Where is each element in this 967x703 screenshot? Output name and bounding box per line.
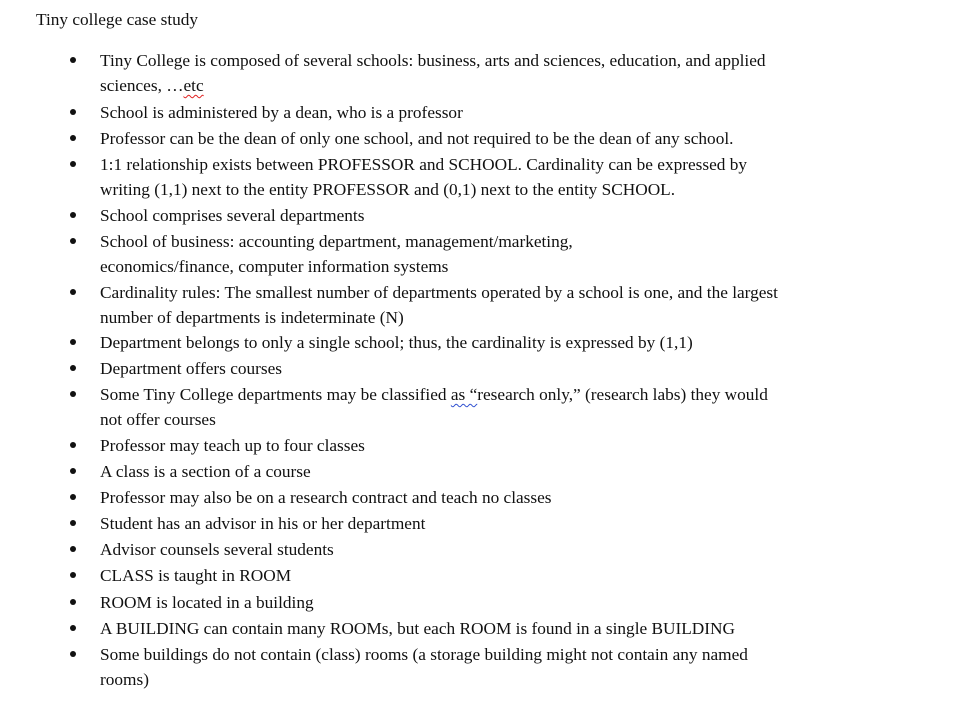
bullet-text [100,511,900,536]
bullet-text [100,433,900,458]
bullet-text-segment: School is administered by a dean, who is a professor [100,103,463,122]
bullet-text-segment: Professor may also be on a research contract and teach no classes [100,488,552,507]
bullet-text [100,537,900,562]
bullet-dot-icon [70,161,76,167]
bullet-dot-icon [70,57,76,63]
bullet-text-segment: Professor can be the dean of only one school, and not required to be the dean of any school. [100,129,734,148]
bullet-item [100,459,900,484]
bullet-text-segment: Tiny College is composed of several schools: business, arts and sciences, education, and applied sciences, … [100,51,766,95]
bullet-text-segment: School of business: accounting department, management/marketing, economics/finance, computer information systems [100,232,573,276]
bullet-text [100,280,900,330]
bullet-dot-icon [70,468,76,474]
bullet-text-segment: CLASS is taught in ROOM [100,566,292,585]
bullet-text-segment: A BUILDING can contain many ROOMs, but each ROOM is found in a single BUILDING [100,619,735,638]
bullet-text-segment: A class is a section of a course [100,462,311,481]
bullet-text [100,203,900,228]
bullet-text [100,382,900,432]
bullet-dot-icon [70,599,76,605]
bullet-item [100,330,900,355]
document-title: Tiny college case study [36,10,199,29]
bullet-item [100,642,900,692]
grammar-error-mark: as “ [450,385,478,404]
bullet-item [100,48,900,98]
bullet-item [100,126,900,151]
bullet-dot-icon [70,289,76,295]
bullet-text-segment: Advisor counsels several students [100,540,334,559]
bullet-dot-icon [70,238,76,244]
bullet-text [100,229,900,279]
bullet-item [100,511,900,536]
bullet-dot-icon [70,212,76,218]
bullet-dot-icon [70,109,76,115]
bullet-text-segment: ROOM is located in a building [100,593,314,612]
bullet-text-segment: Professor may teach up to four classes [100,436,365,455]
bullet-item [100,356,900,381]
bullet-dot-icon [70,651,76,657]
bullet-text-segment: Some Tiny College departments may be classified [100,385,451,404]
bullet-text [100,330,900,355]
bullet-text [100,356,900,381]
bullet-item [100,229,900,279]
bullet-text-segment: School comprises several departments [100,206,365,225]
bullet-item [100,152,900,202]
bullet-dot-icon [70,494,76,500]
bullet-dot-icon [70,339,76,345]
bullet-item [100,563,900,588]
bullet-text [100,642,900,692]
bullet-dot-icon [70,442,76,448]
bullet-text-segment: Some buildings do not contain (class) rooms (a storage building might not contain any named rooms) [100,645,748,689]
bullet-dot-icon [70,572,76,578]
bullet-text [100,590,900,615]
bullet-item [100,382,900,432]
bullet-text-segment: Cardinality rules: The smallest number of departments operated by a school is one, and the largest number of departments is indeterminate (N) [100,283,778,327]
bullet-text-segment: 1:1 relationship exists between PROFESSOR and SCHOOL. Cardinality can be expressed by writing (1,1) next to the entity PROFESSOR and (0,1) next to the entity SCHOOL. [100,155,748,199]
bullet-item [100,433,900,458]
bullet-item [100,203,900,228]
bullet-dot-icon [70,135,76,141]
bullet-item [100,616,900,641]
bullet-text [100,485,900,510]
bullet-item [100,537,900,562]
bullet-item [100,280,900,330]
bullet-item [100,485,900,510]
bullet-text [100,459,900,484]
bullet-text [100,100,900,125]
bullet-text [100,616,900,641]
bullet-text [100,48,900,98]
bullet-text-segment: Student has an advisor in his or her department [100,514,426,533]
bullet-dot-icon [70,625,76,631]
bullet-text [100,126,900,151]
bullet-dot-icon [70,520,76,526]
bullet-dot-icon [70,391,76,397]
bullet-text-segment: Department offers courses [100,359,283,378]
bullet-text [100,152,900,202]
bullet-text-segment: research only,” (research labs) they would not offer courses [100,385,768,429]
bullet-text [100,563,900,588]
bullet-item [100,100,900,125]
bullet-text-segment: Department belongs to only a single school; thus, the cardinality is expressed by (1,1) [100,333,693,352]
bullet-dot-icon [70,546,76,552]
bullet-dot-icon [70,365,76,371]
bullet-item [100,590,900,615]
spelling-error-mark: etc [183,76,204,95]
